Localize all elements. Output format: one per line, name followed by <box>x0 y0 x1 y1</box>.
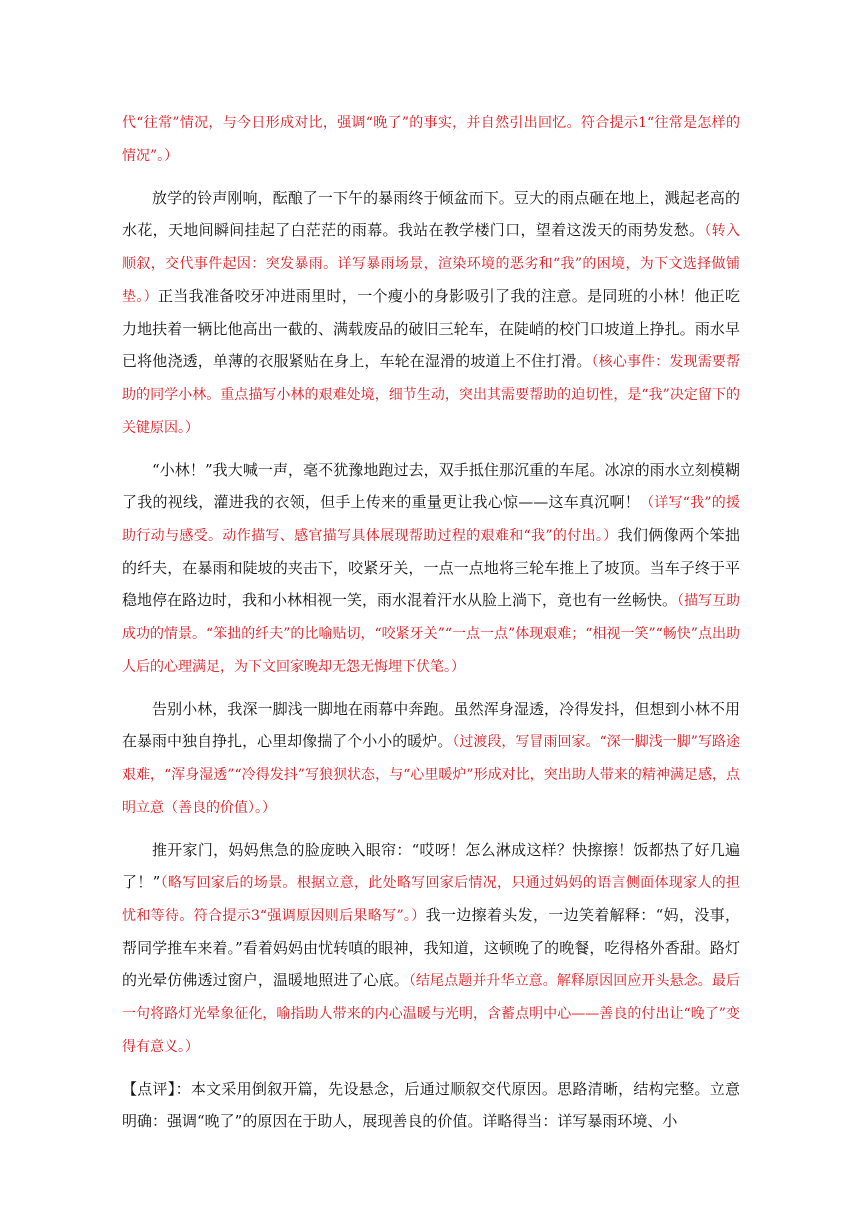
annotation-text: （略写回家后的场景。根据立意，此处略写回家后情况，只通过妈妈的语言侧面体现家人的担忧和等待。符合提示3“强调原因则后果略写”。） <box>122 875 741 924</box>
paragraph-2 <box>122 182 740 444</box>
annotation-text: （过渡段，写冒雨回家。“深一脚浅一脚”写路途艰难，“浑身湿透”“冷得发抖”写狼狈状态，与“心里暖炉”形成对比，突出助人带来的精神满足感，点明立意（善良的价值）。） <box>122 734 740 816</box>
annotation-text: （结尾点题并升华立意。解释原因回应开头悬念。最后一句将路灯光晕象征化，喻指助人带来的内心温暖与光明，含蓄点明中心——善良的付出让“晚了”变得有意义。） <box>122 973 740 1055</box>
paragraph-1 <box>122 106 740 172</box>
body-text: 推开家门，妈妈焦急的脸庞映入眼帘：“哎呀！怎么淋成这样？快擦擦！饭都热了好几遍了！” <box>122 841 740 891</box>
review-text: ：本文采用倒叙开篇，先设悬念，后通过顺叙交代原因。思路清晰，结构完整。立意明确：强调“晚了”的原因在于助人，展现善良的价值。详略得当：详写暴雨环境、小 <box>122 1080 740 1130</box>
review-tag: 【点评】 <box>122 1080 176 1098</box>
annotation-text: （描写互助成功的情景。“笨拙的纤夫”的比喻贴切，“咬紧牙关”“一点一点”体现艰难；“相视一笑”“畅快”点出助人后的心理满足，为下文回家晚却无怨无悔埋下伏笔。） <box>122 593 741 675</box>
body-text: 我们俩像两个笨拙的纤夫，在暴雨和陡坡的夹击下，咬紧牙关，一点一点地将三轮车推上了坡顶。当车子终于平稳地停在路边时，我和小林相视一笑，雨水混着汗水从脸上淌下，竟也有一丝畅快。 <box>122 526 740 609</box>
body-text: “小林！”我大喊一声，毫不犹豫地跑过去，双手抵住那沉重的车尾。冰凉的雨水立刻模糊了我的视线，灌进我的衣领，但手上传来的重量更让我心惊——这车真沉啊！ <box>122 461 740 511</box>
paragraph-5 <box>122 834 740 1063</box>
paragraph-4 <box>122 693 740 824</box>
annotation-text: （转入顺叙，交代事件起因：突发暴雨。详写暴雨场景，渲染环境的恶劣和“我”的困境，为下文选择做铺垫。） <box>122 223 740 305</box>
body-text: 放学的铃声刚响，酝酿了一下午的暴雨终于倾盆而下。豆大的雨点砸在地上，溅起老高的水花，天地间瞬间挂起了白茫茫的雨幕。我站在教学楼门口，望着这泼天的雨势发愁。 <box>122 189 740 239</box>
review-paragraph <box>122 1073 740 1137</box>
annotation-text: 代“往常”情况，与今日形成对比，强调“晚了”的事实，并自然引出回忆。符合提示1“往常是怎样的情况”。） <box>122 115 740 164</box>
body-text: 我一边擦着头发，一边笑着解释：“妈，没事，帮同学推车来着。”看着妈妈由忧转嗔的眼神，我知道，这顿晚了的晚餐，吃得格外香甜。路灯的光晕仿佛透过窗户，温暖地照进了心底。 <box>122 906 740 989</box>
body-text: 正当我准备咬牙冲进雨里时，一个瘦小的身影吸引了我的注意。是同班的小林！他正吃力地扶着一辆比他高出一截的、满载废品的破旧三轮车，在陡峭的校门口坡道上挣扎。雨水早已将他浇透，单薄的衣服紧贴在身上，车轮在湿滑的坡道上不住打滑。 <box>122 287 740 370</box>
document-page <box>122 106 740 1147</box>
body-text: 告别小林，我深一脚浅一脚地在雨幕中奔跑。虽然浑身湿透，冷得发抖，但想到小林不用在暴雨中独自挣扎，心里却像揣了个小小的暖炉。 <box>122 700 740 750</box>
paragraph-3 <box>122 454 740 683</box>
annotation-text: （详写“我”的援助行动与感受。动作描写、感官描写具体展现帮助过程的艰难和“我”的付出。） <box>122 495 740 544</box>
annotation-text: （核心事件：发现需要帮助的同学小林。重点描写小林的艰难处境，细节生动，突出其需要帮助的迫切性，是“我”决定留下的关键原因。） <box>122 354 740 436</box>
